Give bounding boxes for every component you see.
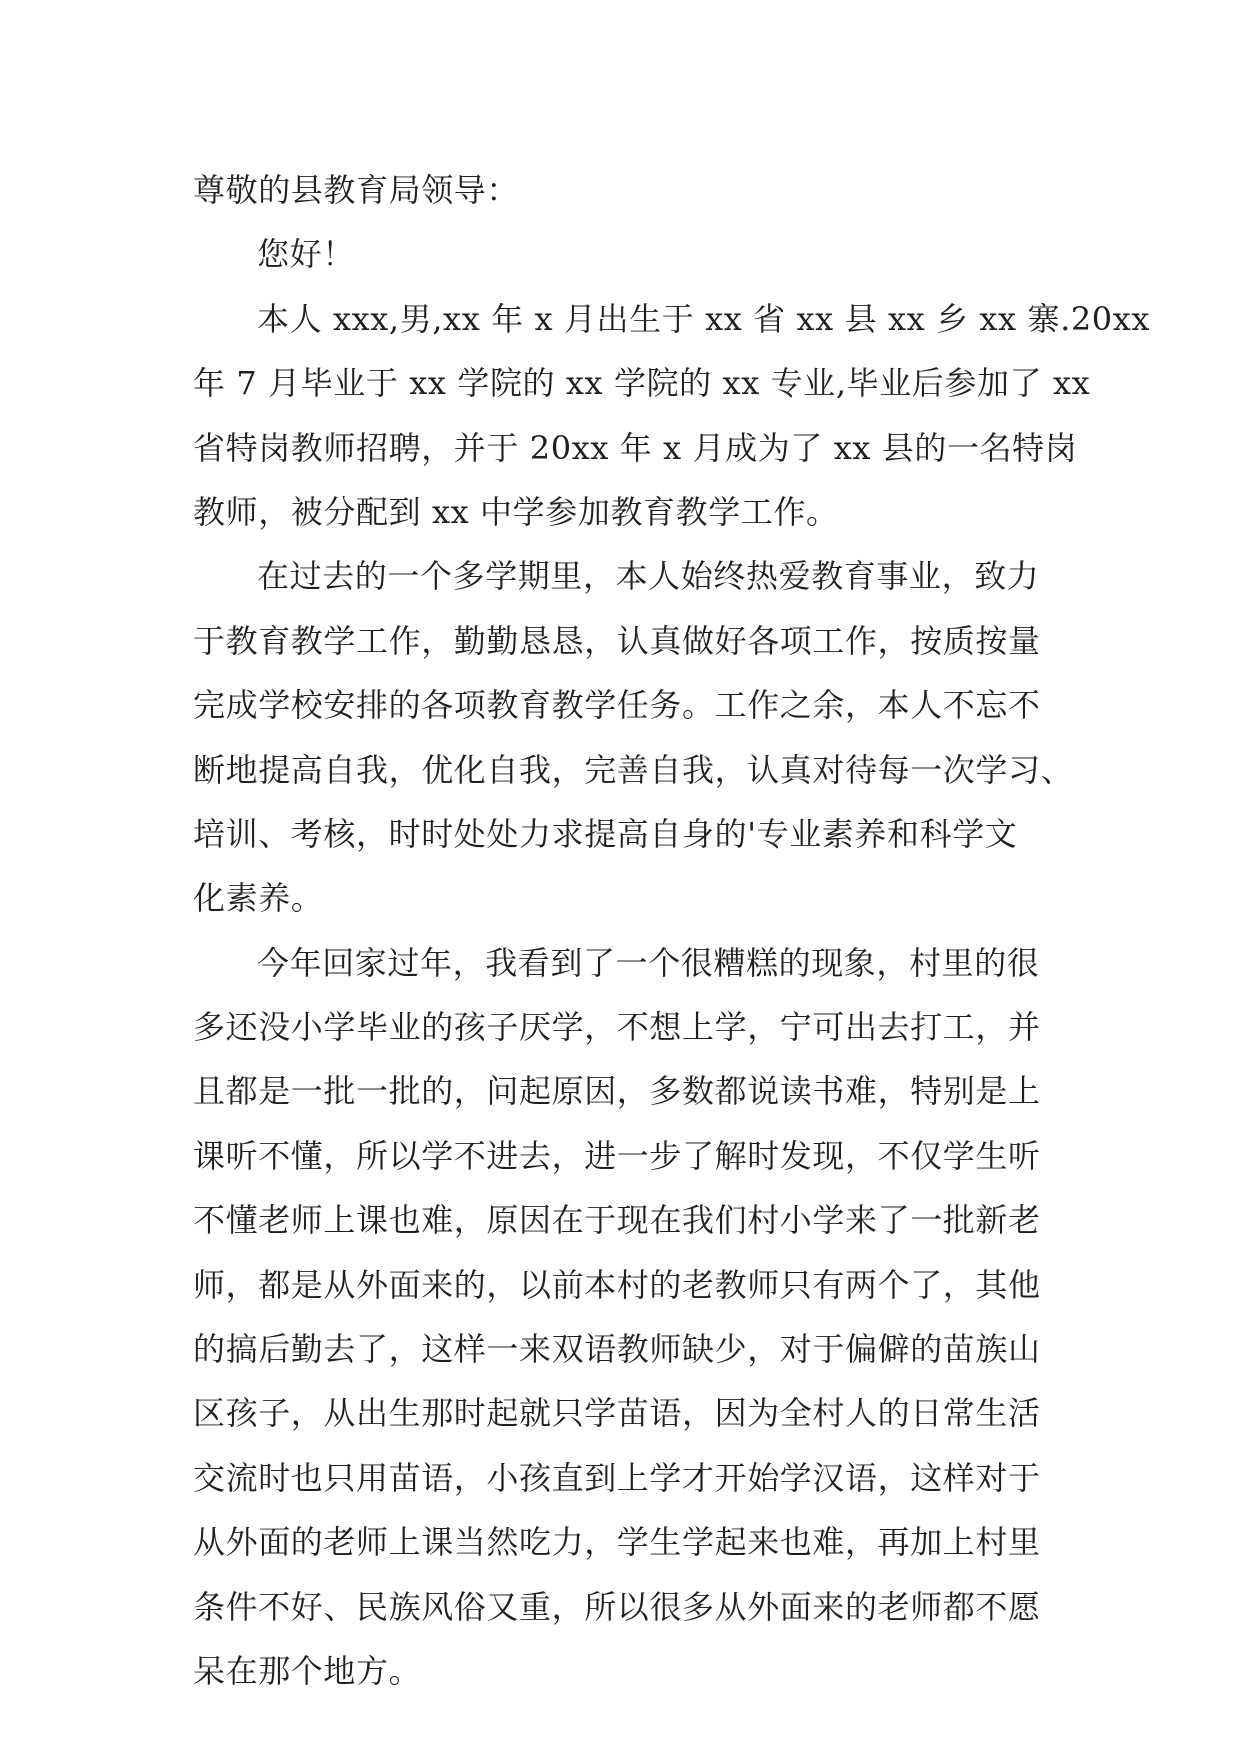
paragraph-line: 从外面的老师上课当然吃力，学生学起来也难，再加上村里 — [193, 1523, 1041, 1562]
paragraph-line: 且都是一批一批的，问起原因，多数都说读书难，特别是上 — [193, 1072, 1041, 1111]
paragraph-line: 在过去的一个多学期里，本人始终热爱教育事业，致力 — [257, 557, 1040, 596]
paragraph-line: 呆在那个地方。 — [193, 1651, 422, 1690]
paragraph-line: 条件不好、民族风俗又重，所以很多从外面来的老师都不愿 — [193, 1587, 1041, 1626]
paragraph-line: 培训、考核，时时处处力求提高自身的'专业素养和科学文 — [193, 814, 1018, 853]
paragraph-line: 年 7 月毕业于 xx 学院的 xx 学院的 xx 专业,毕业后参加了 xx — [193, 364, 1091, 403]
paragraph-line: 不懂老师上课也难，原因在于现在我们村小学来了一批新老 — [193, 1201, 1041, 1240]
paragraph-line: 课听不懂，所以学不进去，进一步了解时发现，不仅学生听 — [193, 1136, 1041, 1175]
letter-body — [193, 158, 1151, 1703]
paragraph-line: 省特岗教师招聘，并于 20xx 年 x 月成为了 xx 县的一名特岗 — [193, 428, 1078, 467]
paragraph-line: 师，都是从外面来的，以前本村的老教师只有两个了，其他 — [193, 1265, 1041, 1304]
paragraph-line: 教师，被分配到 xx 中学参加教育教学工作。 — [193, 492, 839, 531]
paragraph-line: 区孩子，从出生那时起就只学苗语，因为全村人的日常生活 — [193, 1394, 1041, 1433]
paragraph-line: 化素养。 — [193, 879, 324, 918]
paragraph-line: 多还没小学毕业的孩子厌学，不想上学，宁可出去打工，并 — [193, 1008, 1041, 1047]
paragraph-line: 的搞后勤去了，这样一来双语教师缺少，对于偏僻的苗族山 — [193, 1330, 1041, 1369]
paragraph-line: 断地提高自我，优化自我，完善自我，认真对待每一次学习、 — [193, 750, 1074, 789]
greeting-line: 您好！ — [257, 235, 355, 274]
salutation-line: 尊敬的县教育局领导： — [193, 171, 520, 209]
paragraph-line: 完成学校安排的各项教育教学任务。工作之余，本人不忘不 — [193, 686, 1041, 725]
paragraph-line: 交流时也只用苗语，小孩直到上学才开始学汉语，这样对于 — [193, 1458, 1041, 1497]
paragraph-line: 今年回家过年，我看到了一个很糟糕的现象，村里的很 — [257, 943, 1040, 982]
paragraph-line: 于教育教学工作，勤勤恳恳，认真做好各项工作，按质按量 — [193, 621, 1041, 660]
paragraph-line: 本人 xxx,男,xx 年 x 月出生于 xx 省 xx 县 xx 乡 xx 寨.20xx — [257, 299, 1151, 338]
